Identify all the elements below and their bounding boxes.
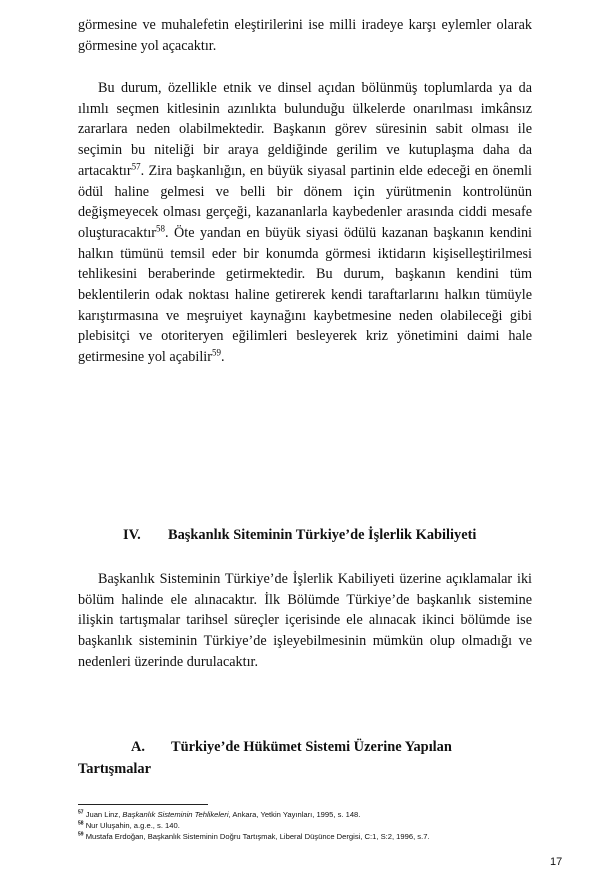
footnote-ref-57[interactable]: 57 [131,161,141,172]
footnote-separator [78,804,208,805]
footnote-57 [78,809,548,820]
footnote-ref-59[interactable]: 59 [211,347,221,358]
footnote-ref-58[interactable]: 58 [156,223,166,234]
footnote-text: , Ankara, Yetkin Yayınları, 1995, s. 148. [228,810,361,819]
paragraph-section-intro [78,569,532,673]
footnote-book-title: Başkanlık Sisteminin Tehlikeleri [122,810,229,819]
paragraph-text: görmesine ve muhalefetin eleştirilerini ise milli iradeye karşı eylemler olarak görmesine yol açacaktır. [78,17,532,54]
subsection-number: A. [131,739,145,755]
footnote-text: Mustafa Erdoğan, Başkanlık Sisteminin Doğru Tartışmak, Liberal Düşünce Dergisi, C:1, S:2, 1996, s.7. [85,832,430,841]
footnote-number: 58 [78,820,84,827]
footnote-number: 59 [78,831,84,838]
footnote-58 [78,820,548,831]
subsection-heading-a-line2 [78,761,151,778]
footnote-number: 57 [78,809,84,816]
section-heading-iv [123,527,476,544]
footnotes [78,809,548,842]
footnote-text: Nur Uluşahin, a.g.e., s. 140. [85,821,180,830]
section-title: Başkanlık Siteminin Türkiye’de İşlerlik Kabiliyeti [168,527,477,543]
subsection-title-line1: Türkiye’de Hükümet Sistemi Üzerine Yapılan [171,739,452,755]
paragraph-presidency-risks [78,78,532,368]
paragraph-text: . Öte yandan en büyük siyasi ödülü kazanan başkanın kendini halkın tümünü temsil eder bir konumda görmesi iktidarın kişiselleştirilmesi tehlikesini beraberinde getirmektedir. Bu durum, başkanın kendini tüm beklentilerin odak noktası haline getirerek kendi taraftarlarını halkın tümüyle karıştırmasına ve meşruiyet kaynağını kaybetmesine neden olabileceği gibi plebisitçi ve otoriteryen eğilimleri besleyerek kriz yönetimini daimi hale getirmesine yol açabilir [78,224,532,366]
footnote-text: Juan Linz, [85,810,123,819]
paragraph-text: Bu durum, özellikle etnik ve dinsel açıdan bölünmüş toplumlarda ya da ılımlı seçmen kitlesinin azınlıkta bulunduğu ülkelerde onarılması imkânsız zararlara neden olabilmektedir. Başkanın görev süresinin sabit olması ile seçimin bu niteliği bir araya geldiğinde gerilim ve kutuplaşma daha da artacaktır [78,80,532,179]
subsection-title-line2: Tartışmalar [78,761,152,777]
paragraph-continuation [78,15,532,56]
page-number: 17 [550,856,563,868]
paragraph-text: Başkanlık Sisteminin Türkiye’de İşlerlik Kabiliyeti üzerine açıklamalar iki bölüm halinde ele alınacaktır. İlk Bölümde Türkiye’de başkanlık sistemine ilişkin tartışmalar tarihsel süreçler içerisinde ele alınacak ikinci bölümde ise başkanlık sisteminin Türkiye’de işleyebilmesinin mümkün olup olmadığı ve nedenleri üzerinde durulacaktır. [78,571,532,670]
section-number: IV. [123,527,141,543]
paragraph-text: . [220,349,225,366]
footnote-59 [78,831,548,842]
paragraph-text: . Zira başkanlığın, en büyük siyasal partinin elde edeceği en önemli ödül haline gelmesi ve belli bir dönem için yürütmenin kontrolünün değişmeyecek olması gerçeği, kazananlarla kaybedenler arasında ciddi mesafe oluşturacaktır [78,162,532,241]
subsection-heading-a [131,739,452,756]
